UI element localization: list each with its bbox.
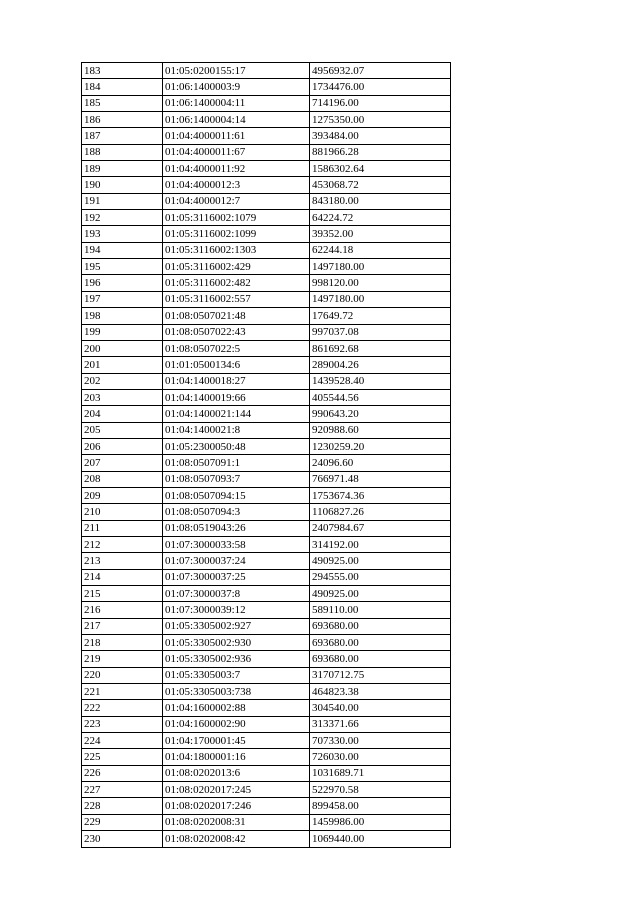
- table-row: [82, 733, 451, 749]
- value-cell: 17649.72: [310, 308, 451, 324]
- row-number-cell: 213: [82, 553, 163, 569]
- row-number-cell: 223: [82, 716, 163, 732]
- row-number-cell: 186: [82, 112, 163, 128]
- cadastral-number-cell: 01:04:4000011:61: [163, 128, 310, 144]
- value-cell: 589110.00: [310, 602, 451, 618]
- value-cell: 1497180.00: [310, 259, 451, 275]
- value-cell: 881966.28: [310, 144, 451, 160]
- value-cell: 1106827.26: [310, 504, 451, 520]
- cadastral-number-cell: 01:08:0202017:246: [163, 798, 310, 814]
- cadastral-number-cell: 01:04:4000011:67: [163, 144, 310, 160]
- row-number-cell: 204: [82, 406, 163, 422]
- row-number-cell: 224: [82, 733, 163, 749]
- cadastral-number-cell: 01:07:3000037:8: [163, 586, 310, 602]
- table-row: [82, 242, 451, 258]
- cadastral-number-cell: 01:04:1800001:16: [163, 749, 310, 765]
- table-row: [82, 373, 451, 389]
- value-cell: 62244.18: [310, 242, 451, 258]
- cadastral-value-table: [81, 62, 451, 848]
- cadastral-number-cell: 01:06:1400004:14: [163, 112, 310, 128]
- cadastral-number-cell: 01:08:0507094:3: [163, 504, 310, 520]
- cadastral-number-cell: 01:05:0200155:17: [163, 63, 310, 79]
- cadastral-number-cell: 01:08:0507022:5: [163, 340, 310, 356]
- cadastral-number-cell: 01:05:3116002:1099: [163, 226, 310, 242]
- cadastral-number-cell: 01:08:0202008:42: [163, 831, 310, 847]
- table-body: [82, 63, 451, 848]
- value-cell: 1069440.00: [310, 831, 451, 847]
- row-number-cell: 217: [82, 618, 163, 634]
- table-row: [82, 210, 451, 226]
- value-cell: 1753674.36: [310, 487, 451, 503]
- table-row: [82, 308, 451, 324]
- table-row: [82, 667, 451, 683]
- table-row: [82, 357, 451, 373]
- cadastral-number-cell: 01:05:3305002:927: [163, 618, 310, 634]
- cadastral-number-cell: 01:01:0500134:6: [163, 357, 310, 373]
- table-row: [82, 144, 451, 160]
- table-row: [82, 586, 451, 602]
- cadastral-number-cell: 01:04:1700001:45: [163, 733, 310, 749]
- table-row: [82, 226, 451, 242]
- row-number-cell: 227: [82, 782, 163, 798]
- table-row: [82, 291, 451, 307]
- table-row: [82, 471, 451, 487]
- row-number-cell: 195: [82, 259, 163, 275]
- value-cell: 294555.00: [310, 569, 451, 585]
- table-row: [82, 340, 451, 356]
- value-cell: 766971.48: [310, 471, 451, 487]
- value-cell: 3170712.75: [310, 667, 451, 683]
- table-row: [82, 193, 451, 209]
- cadastral-number-cell: 01:04:1600002:90: [163, 716, 310, 732]
- cadastral-number-cell: 01:08:0507094:15: [163, 487, 310, 503]
- value-cell: 490925.00: [310, 553, 451, 569]
- value-cell: 920988.60: [310, 422, 451, 438]
- row-number-cell: 206: [82, 438, 163, 454]
- cadastral-number-cell: 01:04:1400021:8: [163, 422, 310, 438]
- cadastral-number-cell: 01:08:0202008:31: [163, 814, 310, 830]
- table-row: [82, 422, 451, 438]
- value-cell: 464823.38: [310, 684, 451, 700]
- table-row: [82, 553, 451, 569]
- value-cell: 1459986.00: [310, 814, 451, 830]
- row-number-cell: 197: [82, 291, 163, 307]
- value-cell: 861692.68: [310, 340, 451, 356]
- cadastral-number-cell: 01:05:3116002:1079: [163, 210, 310, 226]
- row-number-cell: 210: [82, 504, 163, 520]
- row-number-cell: 184: [82, 79, 163, 95]
- row-number-cell: 221: [82, 684, 163, 700]
- table-row: [82, 765, 451, 781]
- row-number-cell: 208: [82, 471, 163, 487]
- value-cell: 314192.00: [310, 536, 451, 552]
- table-row: [82, 389, 451, 405]
- value-cell: 4956932.07: [310, 63, 451, 79]
- table-row: [82, 536, 451, 552]
- cadastral-number-cell: 01:07:3000039:12: [163, 602, 310, 618]
- row-number-cell: 205: [82, 422, 163, 438]
- cadastral-number-cell: 01:08:0507022:43: [163, 324, 310, 340]
- row-number-cell: 201: [82, 357, 163, 373]
- value-cell: 490925.00: [310, 586, 451, 602]
- cadastral-number-cell: 01:08:0519043:26: [163, 520, 310, 536]
- row-number-cell: 183: [82, 63, 163, 79]
- row-number-cell: 202: [82, 373, 163, 389]
- value-cell: 997037.08: [310, 324, 451, 340]
- cadastral-number-cell: 01:05:3305003:7: [163, 667, 310, 683]
- cadastral-number-cell: 01:05:3305002:936: [163, 651, 310, 667]
- value-cell: 1230259.20: [310, 438, 451, 454]
- value-cell: 24096.60: [310, 455, 451, 471]
- cadastral-number-cell: 01:05:3305003:738: [163, 684, 310, 700]
- cadastral-number-cell: 01:04:1400021:144: [163, 406, 310, 422]
- value-cell: 726030.00: [310, 749, 451, 765]
- table-row: [82, 324, 451, 340]
- cadastral-number-cell: 01:07:3000037:24: [163, 553, 310, 569]
- row-number-cell: 220: [82, 667, 163, 683]
- value-cell: 1734476.00: [310, 79, 451, 95]
- value-cell: 64224.72: [310, 210, 451, 226]
- cadastral-number-cell: 01:04:4000012:7: [163, 193, 310, 209]
- row-number-cell: 211: [82, 520, 163, 536]
- value-cell: 522970.58: [310, 782, 451, 798]
- cadastral-number-cell: 01:06:1400003:9: [163, 79, 310, 95]
- row-number-cell: 199: [82, 324, 163, 340]
- value-cell: 453068.72: [310, 177, 451, 193]
- cadastral-number-cell: 01:04:1400018:27: [163, 373, 310, 389]
- table-row: [82, 651, 451, 667]
- row-number-cell: 192: [82, 210, 163, 226]
- table-row: [82, 520, 451, 536]
- table-row: [82, 700, 451, 716]
- row-number-cell: 185: [82, 95, 163, 111]
- cadastral-number-cell: 01:05:3116002:557: [163, 291, 310, 307]
- value-cell: 304540.00: [310, 700, 451, 716]
- row-number-cell: 219: [82, 651, 163, 667]
- row-number-cell: 228: [82, 798, 163, 814]
- cadastral-number-cell: 01:07:3000033:58: [163, 536, 310, 552]
- table-row: [82, 63, 451, 79]
- table-row: [82, 95, 451, 111]
- table-row: [82, 275, 451, 291]
- row-number-cell: 215: [82, 586, 163, 602]
- cadastral-number-cell: 01:05:2300050:48: [163, 438, 310, 454]
- row-number-cell: 188: [82, 144, 163, 160]
- value-cell: 899458.00: [310, 798, 451, 814]
- row-number-cell: 190: [82, 177, 163, 193]
- table-row: [82, 406, 451, 422]
- table-row: [82, 504, 451, 520]
- value-cell: 1275350.00: [310, 112, 451, 128]
- cadastral-number-cell: 01:04:4000011:92: [163, 161, 310, 177]
- value-cell: 2407984.67: [310, 520, 451, 536]
- cadastral-number-cell: 01:05:3116002:482: [163, 275, 310, 291]
- table-row: [82, 438, 451, 454]
- cadastral-number-cell: 01:05:3116002:1303: [163, 242, 310, 258]
- value-cell: 693680.00: [310, 618, 451, 634]
- value-cell: 693680.00: [310, 651, 451, 667]
- row-number-cell: 193: [82, 226, 163, 242]
- row-number-cell: 214: [82, 569, 163, 585]
- row-number-cell: 187: [82, 128, 163, 144]
- table-row: [82, 569, 451, 585]
- table-row: [82, 602, 451, 618]
- cadastral-number-cell: 01:08:0507093:7: [163, 471, 310, 487]
- row-number-cell: 196: [82, 275, 163, 291]
- row-number-cell: 200: [82, 340, 163, 356]
- row-number-cell: 194: [82, 242, 163, 258]
- row-number-cell: 191: [82, 193, 163, 209]
- value-cell: 1439528.40: [310, 373, 451, 389]
- value-cell: 707330.00: [310, 733, 451, 749]
- cadastral-number-cell: 01:08:0507091:1: [163, 455, 310, 471]
- cadastral-number-cell: 01:08:0507021:48: [163, 308, 310, 324]
- value-cell: 714196.00: [310, 95, 451, 111]
- value-cell: 693680.00: [310, 635, 451, 651]
- value-cell: 289004.26: [310, 357, 451, 373]
- row-number-cell: 198: [82, 308, 163, 324]
- table-row: [82, 161, 451, 177]
- row-number-cell: 218: [82, 635, 163, 651]
- table-row: [82, 487, 451, 503]
- table-row: [82, 455, 451, 471]
- table-row: [82, 635, 451, 651]
- row-number-cell: 209: [82, 487, 163, 503]
- row-number-cell: 230: [82, 831, 163, 847]
- table-row: [82, 259, 451, 275]
- table-row: [82, 112, 451, 128]
- value-cell: 405544.56: [310, 389, 451, 405]
- value-cell: 1031689.71: [310, 765, 451, 781]
- cadastral-number-cell: 01:04:1600002:88: [163, 700, 310, 716]
- value-cell: 313371.66: [310, 716, 451, 732]
- value-cell: 998120.00: [310, 275, 451, 291]
- cadastral-number-cell: 01:04:1400019:66: [163, 389, 310, 405]
- row-number-cell: 203: [82, 389, 163, 405]
- row-number-cell: 216: [82, 602, 163, 618]
- table-row: [82, 716, 451, 732]
- cadastral-number-cell: 01:05:3116002:429: [163, 259, 310, 275]
- table-row: [82, 79, 451, 95]
- table-row: [82, 177, 451, 193]
- value-cell: 990643.20: [310, 406, 451, 422]
- value-cell: 843180.00: [310, 193, 451, 209]
- table-row: [82, 814, 451, 830]
- value-cell: 1586302.64: [310, 161, 451, 177]
- row-number-cell: 207: [82, 455, 163, 471]
- row-number-cell: 226: [82, 765, 163, 781]
- table-row: [82, 684, 451, 700]
- cadastral-number-cell: 01:06:1400004:11: [163, 95, 310, 111]
- table-row: [82, 749, 451, 765]
- table-row: [82, 831, 451, 847]
- row-number-cell: 212: [82, 536, 163, 552]
- cadastral-number-cell: 01:07:3000037:25: [163, 569, 310, 585]
- value-cell: 39352.00: [310, 226, 451, 242]
- cadastral-number-cell: 01:08:0202017:245: [163, 782, 310, 798]
- table-row: [82, 618, 451, 634]
- row-number-cell: 222: [82, 700, 163, 716]
- cadastral-number-cell: 01:08:0202013:6: [163, 765, 310, 781]
- row-number-cell: 225: [82, 749, 163, 765]
- table-row: [82, 798, 451, 814]
- cadastral-number-cell: 01:04:4000012:3: [163, 177, 310, 193]
- value-cell: 1497180.00: [310, 291, 451, 307]
- table-row: [82, 782, 451, 798]
- cadastral-number-cell: 01:05:3305002:930: [163, 635, 310, 651]
- row-number-cell: 229: [82, 814, 163, 830]
- table-row: [82, 128, 451, 144]
- row-number-cell: 189: [82, 161, 163, 177]
- value-cell: 393484.00: [310, 128, 451, 144]
